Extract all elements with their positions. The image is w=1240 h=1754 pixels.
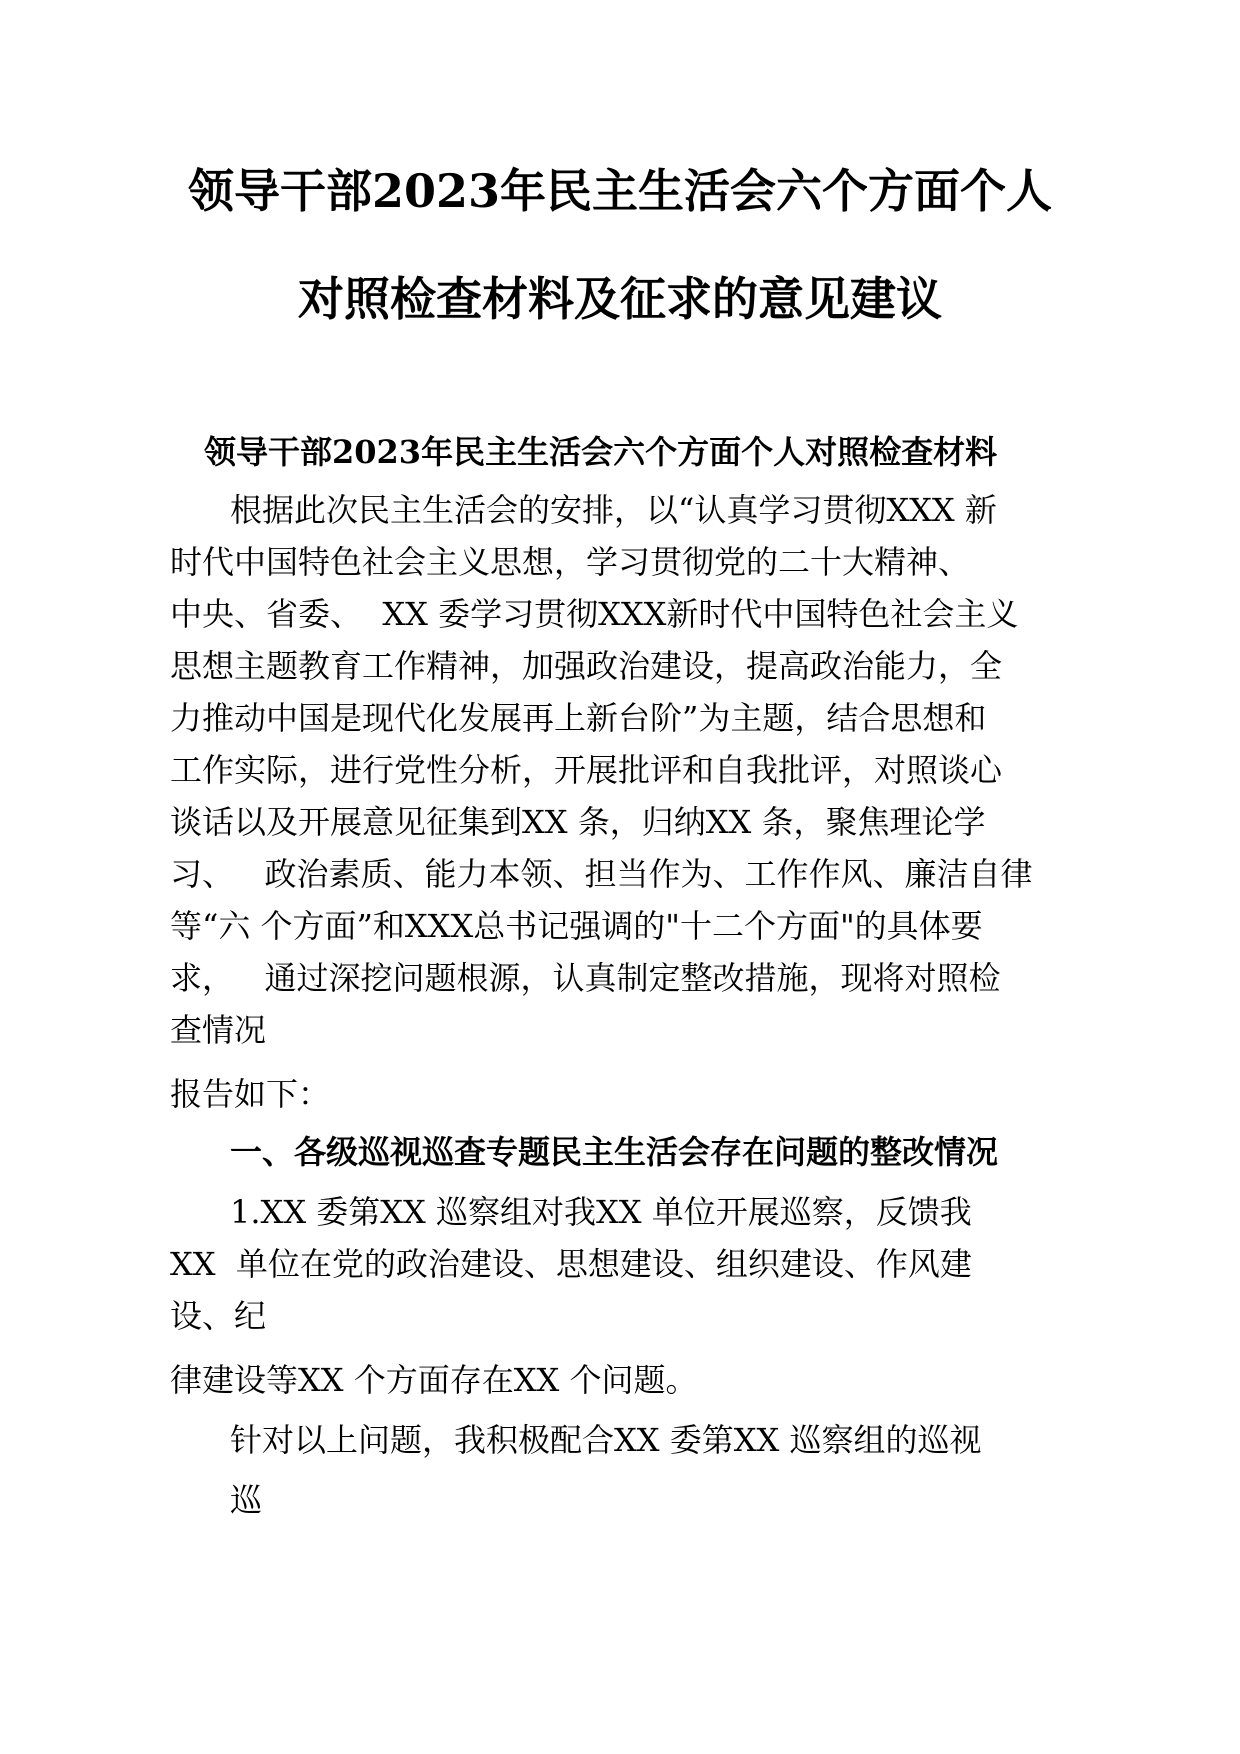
item-line: 设、纪	[170, 1297, 267, 1335]
paragraph-line: 习、 政治素质、能力本领、担当作为、工作作风、廉洁自律	[170, 855, 1033, 893]
report-intro-line: 报告如下：	[170, 1075, 331, 1113]
document-title-line-2: 对照检查材料及征求的意见建议	[298, 272, 942, 326]
paragraph-line: 查情况	[170, 1011, 267, 1049]
item-line: 1.XX 委第XX 巡察组对我XX 单位开展巡察，反馈我	[230, 1193, 972, 1231]
paragraph-line: 工作实际，进行党性分析，开展批评和自我批评，对照谈心	[170, 751, 1003, 789]
paragraph-line: 根据此次民主生活会的安排，以“认真学习贯彻XXX 新	[230, 491, 997, 529]
paragraph-line: 时代中国特色社会主义思想，学习贯彻党的二十大精神、	[170, 543, 971, 581]
heading-1: 一、各级巡视巡查专题民主生活会存在问题的整改情况	[230, 1133, 999, 1171]
paragraph-line: 求， 通过深挖问题根源，认真制定整改措施，现将对照检	[170, 959, 1001, 997]
paragraph-line: 思想主题教育工作精神，加强政治建设，提高政治能力，全	[170, 647, 1003, 685]
paragraph-line: 中央、省委、 XX 委学习贯彻XXX新时代中国特色社会主义	[170, 595, 1019, 633]
paragraph-line: 力推动中国是现代化发展再上新台阶”为主题，结合思想和	[170, 699, 987, 737]
section-title: 领导干部2023年民主生活会六个方面个人对照检查材料	[204, 433, 998, 471]
item-line: XX 单位在党的政治建设、思想建设、组织建设、作风建	[170, 1245, 972, 1283]
paragraph-line: 谈话以及开展意见征集到XX 条，归纳XX 条，聚焦理论学	[170, 803, 986, 841]
paragraph-line: 针对以上问题，我积极配合XX 委第XX 巡察组的巡视	[230, 1421, 982, 1459]
paragraph-line: 等“六 个方面”和XXX总书记强调的"十二个方面"的具体要	[170, 907, 983, 945]
item-continuation-line: 律建设等XX 个方面存在XX 个问题。	[170, 1361, 698, 1399]
document-title-line-1: 领导干部2023年民主生活会六个方面个人	[187, 164, 1053, 218]
paragraph-line: 巡	[230, 1481, 263, 1519]
